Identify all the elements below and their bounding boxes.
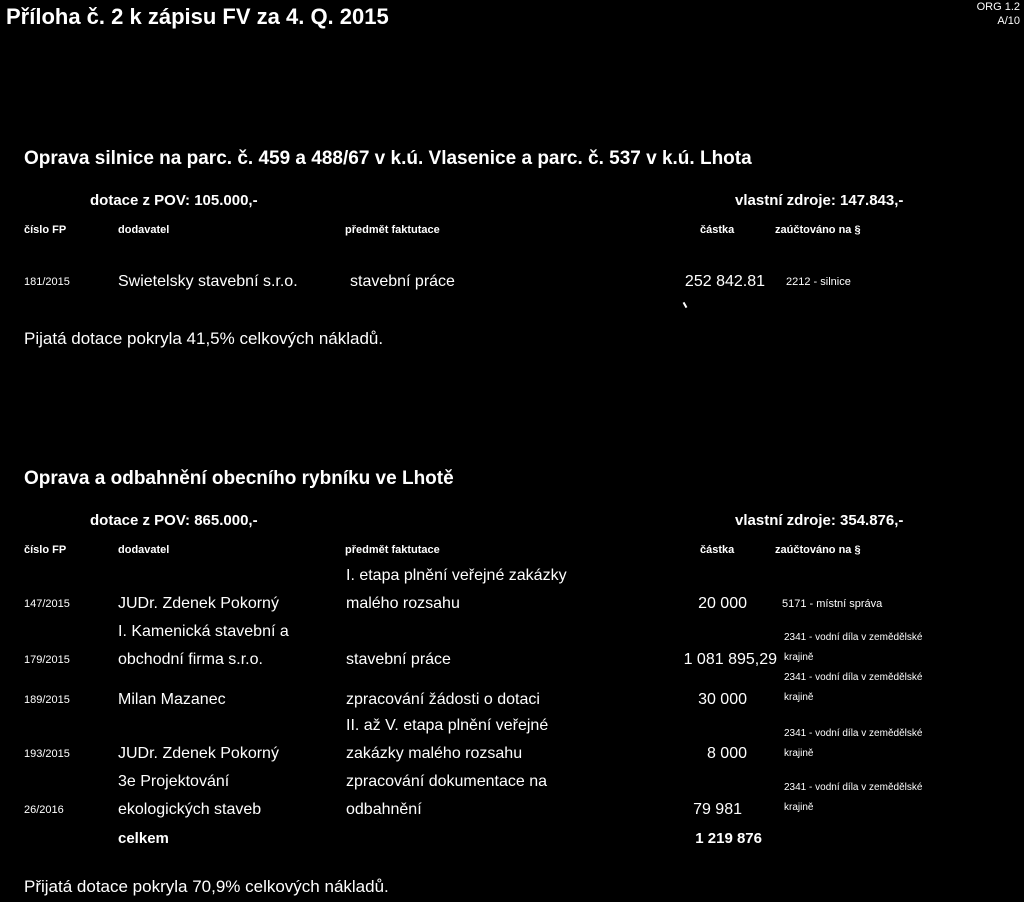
section1-col-amount: částka [700,224,735,236]
supplier-line-1: I. Kamenická stavební a [118,623,289,640]
fp-number: 179/2015 [24,654,70,666]
subject-line-2: odbahnění [346,801,422,818]
section2-col-supplier: dodavatel [118,544,170,556]
account: 2212 - silnice [786,276,851,288]
fp-number: 147/2015 [24,598,70,610]
fp-number: 26/2016 [24,804,64,816]
section2-col-account: zaúčtováno na § [775,544,861,556]
amount: 30 000 [698,691,747,708]
amount: 20 000 [698,595,747,612]
subject-line-1: zpracování dokumentace na [346,773,548,790]
section2-own-funds: vlastní zdroje: 354.876,- [735,512,904,529]
account-line-1: 2341 - vodní díla v zemědělské [784,632,923,643]
section1-col-supplier: dodavatel [118,224,170,236]
account-line-2: 5171 - místní správa [782,598,883,610]
section1-col-account: zaúčtováno na § [775,224,861,236]
section2-grant: dotace z POV: 865.000,- [90,512,258,529]
subject: stavební práce [350,273,455,290]
section1-col-subject: předmět faktutace [345,224,440,236]
reference-line-2: A/10 [997,15,1020,27]
fp-number: 189/2015 [24,694,70,706]
page-title: Příloha č. 2 k zápisu FV za 4. Q. 2015 [6,4,389,29]
subject-line-2: zpracování žádosti o dotaci [346,691,540,708]
amount: 252 842.81 [684,273,765,290]
section2-title: Oprava a odbahnění obecního rybníku ve Lhotě [24,468,454,489]
supplier-line-2: obchodní firma s.r.o. [118,651,263,668]
subject-line-2: stavební práce [346,651,451,668]
supplier-line-2: JUDr. Zdenek Pokorný [118,745,279,762]
total-amount: 1 219 876 [695,830,762,847]
reference-line-1: ORG 1.2 [976,1,1020,13]
section1-note: Pijatá dotace pokryla 41,5% celkových nákladů. [24,329,384,348]
subject-line-1: I. etapa plnění veřejné zakázky [346,567,567,584]
account-line-2: krajině [784,748,814,759]
section2-col-subject: předmět faktutace [345,544,440,556]
supplier-line-2: JUDr. Zdenek Pokorný [118,595,279,612]
subject-line-2: malého rozsahu [346,595,460,612]
amount: 8 000 [706,745,747,762]
total-label: celkem [118,830,169,847]
account-line-1: 2341 - vodní díla v zemědělské [784,672,923,683]
pen-mark [683,302,688,308]
amount: 1 081 895,29 [683,651,777,668]
fp-number: 181/2015 [24,276,70,288]
section2-col-fp: číslo FP [24,544,67,556]
account-line-2: krajině [784,652,814,663]
supplier-line-2: ekologických staveb [118,801,262,818]
supplier: Swietelsky stavební s.r.o. [118,273,298,290]
section2-col-amount: částka [700,544,735,556]
amount: 79 981 [693,801,742,818]
account-line-1: 2341 - vodní díla v zemědělské [784,728,923,739]
section1-title: Oprava silnice na parc. č. 459 a 488/67 v k.ú. Vlasenice a parc. č. 537 v k.ú. Lhota [24,148,752,169]
section1-col-fp: číslo FP [24,224,67,236]
section1-own-funds: vlastní zdroje: 147.843,- [735,192,904,209]
subject-line-2: zakázky malého rozsahu [346,745,523,762]
fp-number: 193/2015 [24,748,70,760]
supplier-line-1: 3e Projektování [118,773,230,790]
account-line-1: 2341 - vodní díla v zemědělské [784,782,923,793]
account-line-2: krajině [784,802,814,813]
supplier-line-2: Milan Mazanec [118,691,226,708]
account-line-2: krajině [784,692,814,703]
reference-code [977,0,1020,28]
section1-grant: dotace z POV: 105.000,- [90,192,258,209]
section2-note: Přijatá dotace pokryla 70,9% celkových nákladů. [24,877,389,896]
subject-line-1: II. až V. etapa plnění veřejné [346,717,549,734]
